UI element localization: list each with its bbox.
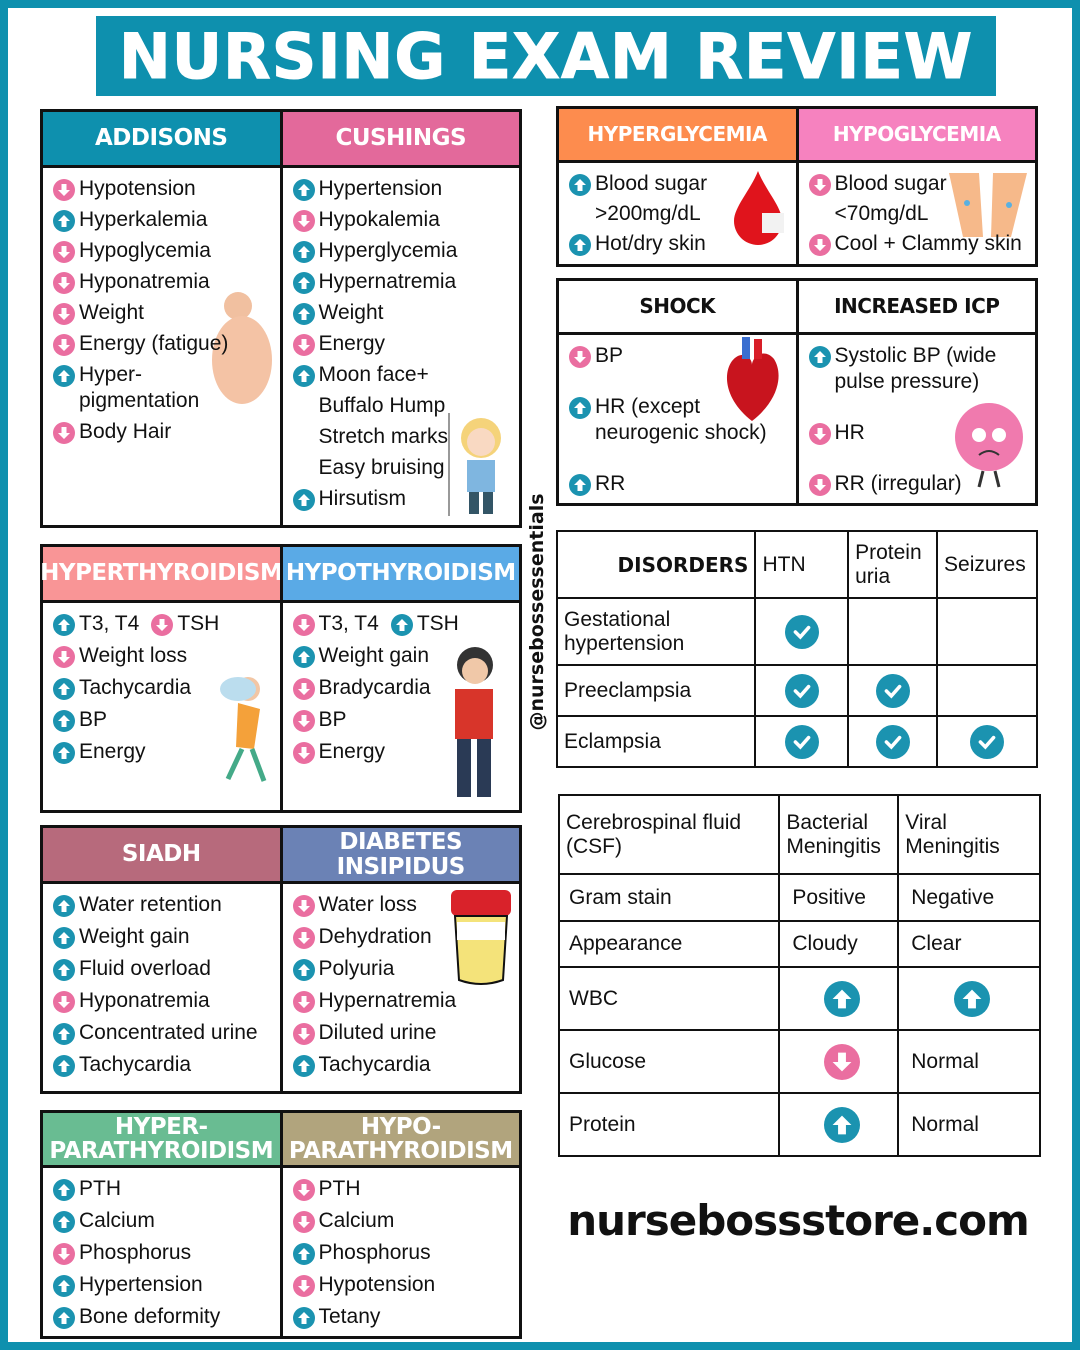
item-label: Polyuria — [318, 957, 395, 980]
header-cell: Protein uria — [848, 531, 937, 598]
item-label: RR (irregular) — [834, 472, 962, 495]
list-item — [293, 739, 512, 765]
item-label: TSH — [177, 612, 220, 635]
arrow-up-icon — [53, 742, 75, 764]
check-cell — [937, 716, 1037, 767]
arrow-down-icon — [809, 234, 831, 256]
header-cell: DISORDERS — [557, 531, 755, 598]
item-label: Concentrated urine — [79, 1021, 258, 1044]
check-cell — [755, 716, 848, 767]
check-cell — [755, 598, 848, 665]
column-header: HYPERTHYROIDISM — [43, 547, 280, 603]
table-row — [557, 665, 1037, 716]
list-item — [569, 201, 788, 227]
item-label: Systolic BP (wide pulse pressure) — [834, 344, 997, 393]
row-label: Glucose — [559, 1030, 779, 1093]
item-label: PTH — [79, 1177, 121, 1200]
list-item — [293, 1304, 512, 1330]
column-header: CUSHINGS — [283, 112, 520, 168]
list-item — [53, 362, 272, 414]
item-label: Cool + Clammy skin — [834, 232, 1022, 255]
list-item — [53, 1240, 272, 1266]
item-label: HR — [834, 421, 865, 444]
list-item — [569, 343, 788, 369]
list-item — [809, 201, 1028, 227]
value-cell: Normal — [898, 1093, 1040, 1156]
item-label: Hypotension — [79, 177, 196, 200]
list-item — [53, 988, 272, 1014]
column-header: HYPER- PARATHYROIDISM — [43, 1113, 280, 1168]
list-item — [53, 1176, 272, 1202]
list-item — [293, 424, 512, 450]
check-cell — [848, 716, 937, 767]
panel-column — [280, 1113, 520, 1336]
value-cell: Negative — [898, 874, 1040, 920]
panel-column — [43, 112, 280, 525]
arrow-up-icon — [293, 179, 315, 201]
panel-column — [40, 547, 283, 810]
column-body — [559, 163, 796, 264]
arrow-up-icon — [809, 346, 831, 368]
list-item — [53, 1052, 272, 1078]
arrow-down-icon — [293, 1211, 315, 1233]
item-label: Water retention — [79, 893, 222, 916]
item-label: Stretch marks — [318, 425, 449, 448]
list-item — [293, 1020, 512, 1046]
check-cell — [848, 665, 937, 716]
list-item — [569, 394, 788, 446]
item-label: Diluted urine — [318, 1021, 437, 1044]
arrow-up-icon — [53, 1211, 75, 1233]
arrow-up-icon — [293, 489, 315, 511]
item-label: Hyperglycemia — [318, 239, 458, 262]
item-label: PTH — [318, 1177, 361, 1200]
page-title: NURSING EXAM REVIEW — [96, 16, 996, 96]
item-label: Tachycardia — [79, 1053, 192, 1076]
item-label: Tachycardia — [318, 1053, 431, 1076]
item-label: Hypoglycemia — [79, 239, 211, 262]
arrow-down-icon — [293, 1275, 315, 1297]
row-label: Protein — [559, 1093, 779, 1156]
header-cell: Seizures — [937, 531, 1037, 598]
item-label: Calcium — [79, 1209, 155, 1232]
list-item — [53, 300, 272, 326]
value-cell — [779, 1030, 898, 1093]
panel-column — [559, 281, 796, 503]
list-item — [293, 238, 512, 264]
panel-column — [796, 109, 1036, 264]
arrow-up-icon — [53, 678, 75, 700]
list-item — [53, 176, 272, 202]
arrow-down-icon — [151, 614, 173, 636]
item-label: Energy — [318, 332, 386, 355]
column-header: INCREASED ICP — [799, 281, 1036, 335]
list-item — [53, 956, 272, 982]
list-item — [53, 269, 272, 295]
list-item — [809, 231, 1028, 257]
table-row — [559, 1030, 1040, 1093]
list-item — [53, 707, 272, 733]
arrow-down-icon — [293, 710, 315, 732]
column-header: SIADH — [43, 828, 280, 884]
check-cell — [937, 598, 1037, 665]
social-handle: @nursebossessentials — [526, 493, 548, 731]
list-item — [293, 956, 512, 982]
item-label: Energy — [79, 740, 146, 763]
siadh-di-panel — [40, 825, 522, 1094]
panel-column — [280, 828, 520, 1091]
parathyroid-panel — [40, 1110, 522, 1339]
arrow-down-icon — [809, 174, 831, 196]
value-cell: Clear — [898, 921, 1040, 967]
panel-column — [559, 109, 796, 264]
arrow-up-icon — [824, 981, 860, 1017]
panel-column — [280, 547, 520, 810]
item-label: Weight — [79, 301, 144, 324]
item-label: RR — [595, 472, 626, 495]
arrow-down-icon — [809, 474, 831, 496]
list-item — [293, 486, 512, 512]
list-item — [53, 1304, 272, 1330]
column-header: HYPOTHYROIDISM — [283, 547, 520, 603]
header-cell: Viral Meningitis — [898, 795, 1040, 874]
arrow-up-icon — [53, 927, 75, 949]
item-label: Hyponatremia — [79, 989, 210, 1012]
check-cell — [848, 598, 937, 665]
arrow-up-icon — [824, 1107, 860, 1143]
table-row — [559, 874, 1040, 920]
item-label: Weight gain — [318, 644, 430, 667]
arrow-up-icon — [53, 1179, 75, 1201]
item-label: Blood sugar — [595, 172, 708, 195]
column-header: SHOCK — [559, 281, 796, 335]
table-row — [559, 921, 1040, 967]
item-label: Water loss — [318, 893, 417, 916]
arrow-up-icon — [53, 210, 75, 232]
column-body — [799, 335, 1036, 503]
list-item — [293, 455, 512, 481]
arrow-down-icon — [293, 210, 315, 232]
csf-table — [558, 794, 1041, 1157]
row-label: Gestational hypertension — [557, 598, 755, 665]
item-label: Body Hair — [79, 420, 172, 443]
item-label: Moon face+ — [318, 363, 429, 386]
header-cell: Bacterial Meningitis — [779, 795, 898, 874]
list-item — [293, 988, 512, 1014]
panel-column — [796, 281, 1036, 503]
item-label: Blood sugar — [834, 172, 947, 195]
column-header: HYPO- PARATHYROIDISM — [283, 1113, 520, 1168]
row-label: Appearance — [559, 921, 779, 967]
check-icon — [876, 674, 910, 708]
list-item — [293, 675, 512, 701]
column-body — [43, 168, 280, 525]
item-label: Hyper- pigmentation — [79, 363, 200, 412]
arrow-up-icon — [569, 397, 591, 419]
item-label: HR (except neurogenic shock) — [595, 395, 767, 444]
column-body — [43, 603, 280, 810]
arrow-up-icon — [569, 174, 591, 196]
check-cell — [937, 665, 1037, 716]
list-item — [809, 343, 1028, 395]
table-header-row — [559, 795, 1040, 874]
arrow-up-icon — [293, 272, 315, 294]
list-item — [293, 207, 512, 233]
arrow-up-icon — [293, 1307, 315, 1329]
check-icon — [876, 725, 910, 759]
header-cell: Cerebrospinal fluid (CSF) — [559, 795, 779, 874]
item-label: Phosphorus — [79, 1241, 192, 1264]
table-row — [557, 716, 1037, 767]
list-item — [53, 238, 272, 264]
table-row — [559, 967, 1040, 1030]
list-item — [569, 231, 788, 257]
item-label: Bradycardia — [318, 676, 431, 699]
arrow-up-icon — [53, 614, 75, 636]
list-item — [53, 611, 272, 637]
list-item — [293, 1052, 512, 1078]
arrow-down-icon — [53, 272, 75, 294]
item-label: Hypertension — [318, 177, 443, 200]
value-cell: Normal — [898, 1030, 1040, 1093]
value-cell — [779, 1093, 898, 1156]
list-item — [53, 924, 272, 950]
list-item — [53, 739, 272, 765]
arrow-down-icon — [293, 742, 315, 764]
item-label: Hypernatremia — [318, 270, 457, 293]
list-item — [53, 1208, 272, 1234]
arrow-up-icon — [293, 1243, 315, 1265]
item-label: Tetany — [318, 1305, 381, 1328]
item-label: Hot/dry skin — [595, 232, 706, 255]
list-item — [293, 1272, 512, 1298]
list-item — [293, 611, 512, 637]
table-header-row — [557, 531, 1037, 598]
list-item — [569, 171, 788, 197]
arrow-down-icon — [293, 991, 315, 1013]
thyroid-panel — [40, 544, 522, 813]
item-label: Hypernatremia — [318, 989, 457, 1012]
arrow-down-icon — [53, 422, 75, 444]
item-label: Buffalo Hump — [318, 394, 446, 417]
check-icon — [970, 725, 1004, 759]
arrow-up-icon — [293, 303, 315, 325]
item-label: Calcium — [318, 1209, 395, 1232]
arrow-up-icon — [293, 1055, 315, 1077]
item-label: Hyponatremia — [79, 270, 210, 293]
arrow-down-icon — [53, 991, 75, 1013]
arrow-down-icon — [569, 346, 591, 368]
arrow-down-icon — [293, 895, 315, 917]
column-body — [43, 1168, 280, 1336]
column-body — [799, 163, 1036, 264]
item-label: BP — [79, 708, 108, 731]
check-icon — [785, 615, 819, 649]
item-label: BP — [595, 344, 624, 367]
row-label: WBC — [559, 967, 779, 1030]
item-label: Energy — [318, 740, 386, 763]
arrow-up-icon — [53, 895, 75, 917]
item-label: >200mg/dL — [595, 202, 701, 225]
item-label: T3, T4 — [79, 612, 140, 635]
check-icon — [785, 725, 819, 759]
item-label: Weight loss — [79, 644, 188, 667]
column-body — [43, 884, 280, 1091]
item-label: Weight gain — [79, 925, 190, 948]
check-cell — [755, 665, 848, 716]
list-item — [293, 300, 512, 326]
value-cell — [779, 967, 898, 1030]
arrow-down-icon — [53, 646, 75, 668]
arrow-down-icon — [293, 334, 315, 356]
list-item — [293, 176, 512, 202]
column-header: ADDISONS — [43, 112, 280, 168]
item-label: Dehydration — [318, 925, 432, 948]
list-item — [809, 420, 1028, 446]
list-item — [53, 1020, 272, 1046]
glycemia-panel — [556, 106, 1038, 267]
list-item — [293, 393, 512, 419]
column-body — [283, 884, 520, 1091]
table-row — [559, 1093, 1040, 1156]
arrow-up-icon — [569, 474, 591, 496]
arrow-up-icon — [293, 365, 315, 387]
list-item — [53, 1272, 272, 1298]
arrow-up-icon — [53, 710, 75, 732]
column-header: HYPERGLYCEMIA — [559, 109, 796, 163]
item-label: Weight — [318, 301, 384, 324]
arrow-down-icon — [53, 241, 75, 263]
list-item — [293, 1240, 512, 1266]
arrow-down-icon — [53, 303, 75, 325]
arrow-down-icon — [809, 423, 831, 445]
extra-item — [391, 611, 459, 637]
item-label: Easy bruising — [318, 456, 445, 479]
arrow-down-icon — [293, 1179, 315, 1201]
column-body — [283, 1168, 520, 1336]
list-item — [293, 362, 512, 388]
list-item — [53, 892, 272, 918]
list-item — [53, 643, 272, 669]
list-item — [53, 419, 272, 445]
item-label: TSH — [416, 612, 459, 635]
website-link[interactable]: nursebossstore.com — [567, 1196, 1029, 1245]
arrow-up-icon — [293, 241, 315, 263]
arrow-down-icon — [293, 1023, 315, 1045]
row-label: Eclampsia — [557, 716, 755, 767]
shock-icp-panel — [556, 278, 1038, 506]
arrow-up-icon — [293, 959, 315, 981]
extra-item — [151, 611, 219, 637]
row-label: Gram stain — [559, 874, 779, 920]
arrow-down-icon — [293, 678, 315, 700]
column-body — [283, 168, 520, 525]
arrow-up-icon — [53, 1275, 75, 1297]
arrow-up-icon — [293, 646, 315, 668]
item-label: Hypotension — [318, 1273, 436, 1296]
value-cell: Cloudy — [779, 921, 898, 967]
item-label: BP — [318, 708, 347, 731]
item-label: <70mg/dL — [834, 202, 929, 225]
item-label: Hyperkalemia — [79, 208, 208, 231]
arrow-down-icon — [53, 1243, 75, 1265]
arrow-down-icon — [53, 334, 75, 356]
list-item — [293, 1176, 512, 1202]
arrow-up-icon — [53, 365, 75, 387]
value-cell: Positive — [779, 874, 898, 920]
arrow-up-icon — [391, 614, 413, 636]
column-body — [559, 335, 796, 503]
disorders-table — [556, 530, 1038, 768]
panel-column — [280, 112, 520, 525]
check-icon — [785, 674, 819, 708]
list-item — [53, 675, 272, 701]
panel-column — [43, 828, 280, 1091]
item-label: Tachycardia — [79, 676, 192, 699]
item-label: Hypokalemia — [318, 208, 440, 231]
arrow-down-icon — [293, 927, 315, 949]
addisons-cushings-panel — [40, 109, 522, 528]
list-item — [809, 171, 1028, 197]
list-item — [293, 707, 512, 733]
list-item — [569, 471, 788, 497]
value-cell — [898, 967, 1040, 1030]
list-item — [53, 207, 272, 233]
item-label: Fluid overload — [79, 957, 211, 980]
list-item — [293, 924, 512, 950]
panel-column — [43, 1113, 280, 1336]
item-label: Phosphorus — [318, 1241, 431, 1264]
column-header: HYPOGLYCEMIA — [799, 109, 1036, 163]
list-item — [293, 269, 512, 295]
list-item — [293, 1208, 512, 1234]
item-label: Bone deformity — [79, 1305, 221, 1328]
arrow-up-icon — [53, 959, 75, 981]
arrow-up-icon — [53, 1055, 75, 1077]
list-item — [53, 331, 272, 357]
item-label: Hirsutism — [318, 487, 406, 510]
list-item — [809, 471, 1028, 497]
table-row — [557, 598, 1037, 665]
list-item — [293, 643, 512, 669]
header-cell: HTN — [755, 531, 848, 598]
row-label: Preeclampsia — [557, 665, 755, 716]
list-item — [293, 331, 512, 357]
arrow-down-icon — [293, 614, 315, 636]
arrow-up-icon — [954, 981, 990, 1017]
list-item — [293, 892, 512, 918]
arrow-down-icon — [824, 1044, 860, 1080]
item-label: Hypertension — [79, 1273, 203, 1296]
arrow-up-icon — [53, 1023, 75, 1045]
item-label: Energy (fatigue) — [79, 332, 229, 355]
item-label: T3, T4 — [318, 612, 379, 635]
column-header: DIABETES INSIPIDUS — [283, 828, 520, 884]
arrow-up-icon — [569, 234, 591, 256]
arrow-up-icon — [53, 1307, 75, 1329]
column-body — [283, 603, 520, 810]
arrow-down-icon — [53, 179, 75, 201]
